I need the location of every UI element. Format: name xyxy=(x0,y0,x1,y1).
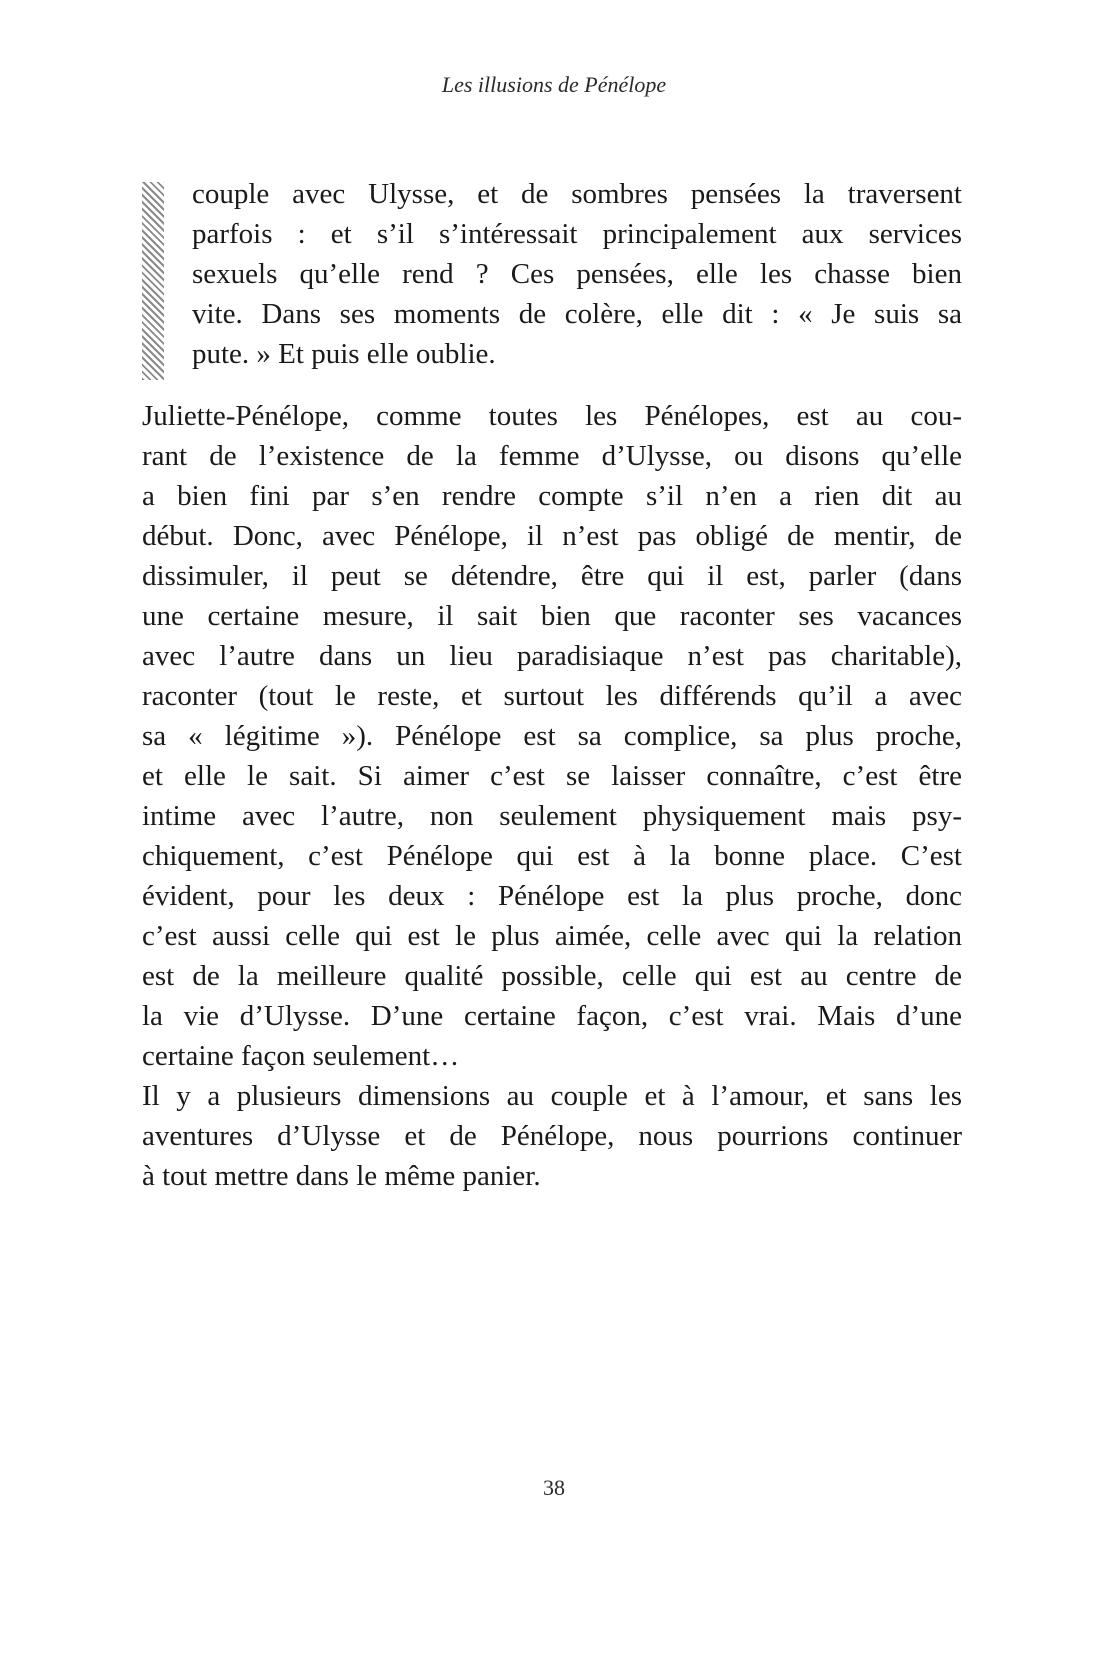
text-line: raconter (tout le reste, et surtout les différends qu’il a avec xyxy=(142,680,962,712)
text-line: aventures d’Ulysse et de Pénélope, nous pourrions continuer xyxy=(142,1120,962,1152)
text-line: une certaine mesure, il sait bien que raconter ses vacances xyxy=(142,600,962,632)
text-line: avec l’autre dans un lieu paradisiaque n’est pas charitable), xyxy=(142,640,962,672)
text-line: la vie d’Ulysse. D’une certaine façon, c’est vrai. Mais d’une xyxy=(142,1000,962,1032)
text-line: évident, pour les deux : Pénélope est la plus proche, donc xyxy=(142,880,962,912)
text-line: a bien fini par s’en rendre compte s’il n’en a rien dit au xyxy=(142,480,962,512)
quote-line: pute. » Et puis elle oublie. xyxy=(192,338,496,370)
quote-hatch-bar xyxy=(142,182,164,380)
paragraph-1 xyxy=(142,396,962,1076)
text-line: intime avec l’autre, non seulement physiquement mais psy- xyxy=(142,800,962,832)
text-line: début. Donc, avec Pénélope, il n’est pas obligé de mentir, de xyxy=(142,520,962,552)
text-line: chiquement, c’est Pénélope qui est à la bonne place. C’est xyxy=(142,840,962,872)
text-line: c’est aussi celle qui est le plus aimée, celle avec qui la relation xyxy=(142,920,962,952)
text-line: certaine façon seulement… xyxy=(142,1040,460,1072)
text-line: rant de l’existence de la femme d’Ulysse, ou disons qu’elle xyxy=(142,440,962,472)
quote-line: parfois : et s’il s’intéressait principalement aux services xyxy=(192,218,962,250)
quote-line: couple avec Ulysse, et de sombres pensées la traversent xyxy=(192,178,962,210)
page-number: 38 xyxy=(543,1475,565,1500)
quote-line: vite. Dans ses moments de colère, elle dit : « Je suis sa xyxy=(192,298,962,330)
text-line: et elle le sait. Si aimer c’est se laisser connaître, c’est être xyxy=(142,760,962,792)
text-line: Il y a plusieurs dimensions au couple et à l’amour, et sans les xyxy=(142,1080,962,1112)
body-text xyxy=(142,396,962,1196)
text-line: à tout mettre dans le même panier. xyxy=(142,1160,541,1192)
paragraph-2 xyxy=(142,1076,962,1196)
quote-text xyxy=(192,174,962,374)
quote-line: sexuels qu’elle rend ? Ces pensées, elle les chasse bien xyxy=(192,258,962,290)
text-line: sa « légitime »). Pénélope est sa complice, sa plus proche, xyxy=(142,720,962,752)
text-line: est de la meilleure qualité possible, celle qui est au centre de xyxy=(142,960,962,992)
text-line: Juliette-Pénélope, comme toutes les Pénélopes, est au cou- xyxy=(142,400,962,432)
text-line: dissimuler, il peut se détendre, être qui il est, parler (dans xyxy=(142,560,962,592)
running-header: Les illusions de Pénélope xyxy=(441,72,667,97)
